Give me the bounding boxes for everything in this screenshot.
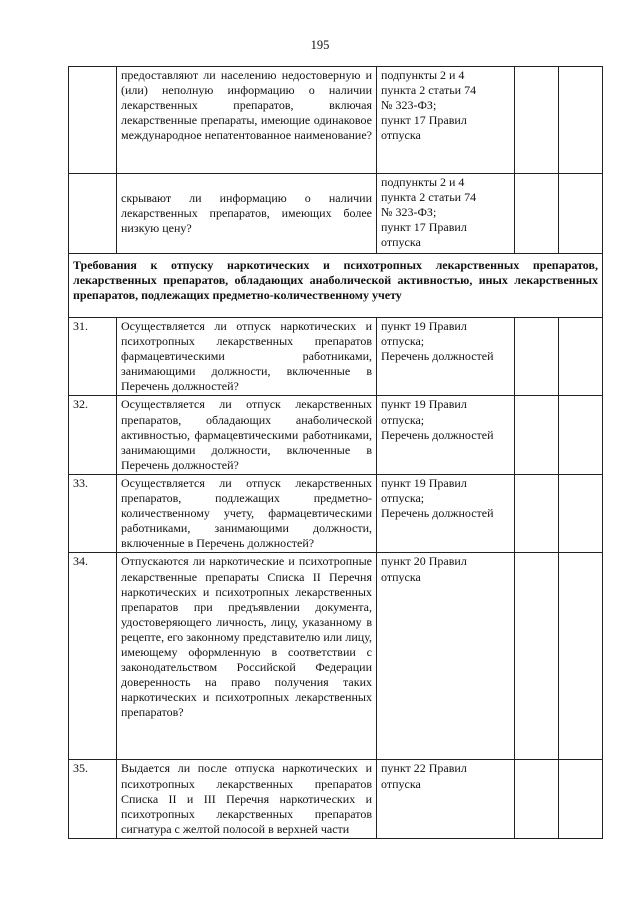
reference-line: пункт 19 Правил [381,397,467,412]
notes-cell [559,760,603,838]
table-row [69,174,603,254]
question-cell: Осуществляется ли отпуск лекарственных препаратов, подлежащих предметно-количественному учету, фармацевтическими работниками, занимающими должности, включенные в Перечень должностей? [117,474,377,552]
reference-line: пункт 17 Правил [381,113,467,128]
reference-line: Перечень должностей [381,506,494,521]
number-cell: 35. [69,760,117,838]
notes-cell [559,553,603,760]
section-row [69,254,603,318]
reference-line: пункт 22 Правил [381,761,467,776]
reference-line: пункта 2 статьи 74 [381,190,477,205]
result-cell [515,174,559,254]
reference-line: отпуска; [381,334,425,349]
reference-cell [377,318,515,396]
table-row [69,396,603,474]
result-cell [515,474,559,552]
reference-cell [377,474,515,552]
result-cell [515,396,559,474]
table-row [69,67,603,174]
reference-line: подпункты 2 и 4 [381,175,465,189]
question-cell: предоставляют ли населению недостоверную и (или) неполную информацию о наличии лекарственных препаратов, включая лекарственные препараты, имеющие одинаковое международное непатентованное наименование? [117,67,377,174]
reference-cell [377,174,515,254]
number-cell: 34. [69,553,117,760]
question-cell: Осуществляется ли отпуск лекарственных препаратов, обладающих анаболической активностью, фармацевтическими работниками, занимающими должности, включенные в Перечень должностей? [117,396,377,474]
number-cell [69,174,117,254]
reference-cell [377,553,515,760]
question-cell: Осуществляется ли отпуск наркотических и психотропных лекарственных препаратов фармацевтическими работниками, занимающими должности, включенные в Перечень должностей? [117,318,377,396]
number-cell [69,67,117,174]
reference-line: отпуска; [381,491,425,506]
reference-line: Перечень должностей [381,349,494,364]
reference-cell [377,67,515,174]
notes-cell [559,396,603,474]
reference-line: пункт 17 Правил [381,220,467,235]
number-cell: 32. [69,396,117,474]
checklist-table [68,66,603,839]
table-row [69,553,603,760]
reference-line: пункта 2 статьи 74 [381,83,477,98]
question-cell: скрывают ли информацию о наличии лекарственных препаратов, имеющих более низкую цену? [117,174,377,254]
number-cell: 33. [69,474,117,552]
reference-line: Перечень должностей [381,427,494,442]
question-cell: Выдается ли после отпуска наркотических и психотропных лекарственных препаратов Списка II и III Перечня наркотических и психотропных лекарственных препаратов сигнатура с желтой полосой в верхней части [117,760,377,838]
table-row [69,318,603,396]
result-cell [515,760,559,838]
reference-line: пункт 19 Правил [381,319,467,333]
reference-line: № 323-ФЗ; [381,98,437,113]
result-cell [515,67,559,174]
reference-cell [377,396,515,474]
section-heading: Требования к отпуску наркотических и психотропных лекарственных препаратов, лекарственных препаратов, обладающих анаболической активностью, иных лекарственных препаратов, подлежащих предметно-количественному учету [69,254,603,318]
reference-line: пункт 19 Правил [381,475,467,490]
notes-cell [559,474,603,552]
result-cell [515,318,559,396]
reference-line: отпуска [381,569,421,584]
notes-cell [559,67,603,174]
table-row [69,474,603,552]
result-cell [515,553,559,760]
notes-cell [559,174,603,254]
question-cell: Отпускаются ли наркотические и психотропные лекарственные препараты Списка II Перечня наркотических и психотропных лекарственных препаратов при предъявлении документа, удостоверяющего личность, лицу, указанному в рецепте, его законному представителю или лицу, имеющему оформленную в соответствии с законодательством Российской Федерации доверенность на право получения таких наркотических и психотропных лекарственных препаратов? [117,553,377,760]
table-row [69,760,603,838]
reference-line: подпункты 2 и 4 [381,68,465,82]
number-cell: 31. [69,318,117,396]
reference-line: отпуска; [381,412,425,427]
reference-line: пункт 20 Правил [381,554,467,569]
reference-line: отпуска [381,776,421,791]
page-number: 195 [310,38,330,52]
reference-line: № 323-ФЗ; [381,205,437,220]
reference-line: отпуска [381,128,421,143]
notes-cell [559,318,603,396]
reference-line: отпуска [381,235,421,250]
reference-cell [377,760,515,838]
